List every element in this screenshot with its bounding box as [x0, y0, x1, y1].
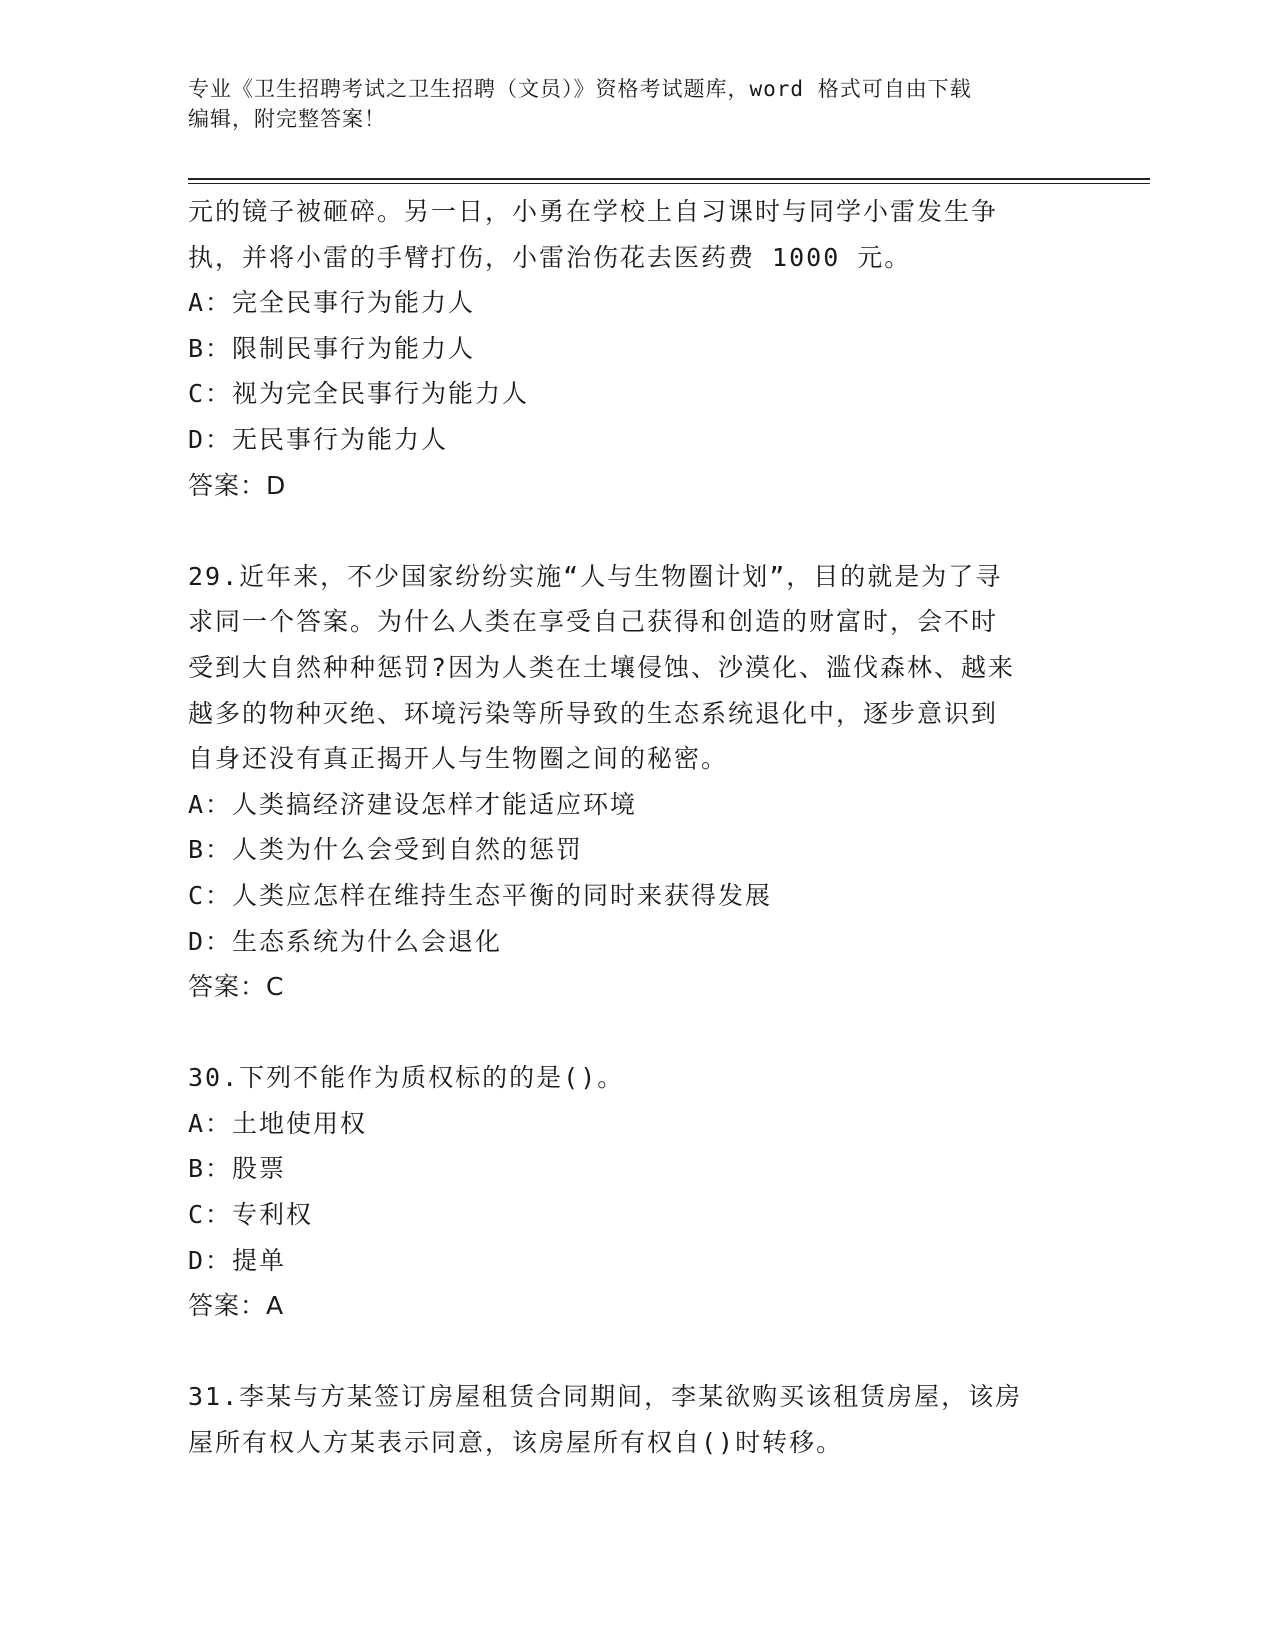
- option-a: A：土地使用权: [188, 1108, 368, 1138]
- answer-line: 答案：D: [188, 470, 287, 500]
- option-c: C：专利权: [188, 1200, 314, 1230]
- question-31: [188, 1374, 1088, 1465]
- option-b: B：限制民事行为能力人: [188, 333, 476, 363]
- question-stem-line: 自身还没有真正揭开人与生物圈之间的秘密。: [188, 744, 729, 774]
- question-stem-line: 30.下列不能作为质权标的的是()。: [188, 1063, 625, 1093]
- question-30: [188, 1055, 1088, 1329]
- question-stem-line: 31.李某与方某签订房屋租赁合同期间，李某欲购买该租赁房屋，该房: [188, 1382, 1023, 1412]
- option-a: A：完全民事行为能力人: [188, 288, 476, 318]
- document-body: [188, 189, 1088, 1466]
- question-stem-line: 29.近年来，不少国家纷纷实施“人与生物圈计划”，目的就是为了寻: [188, 561, 1003, 591]
- option-d: D：提单: [188, 1245, 287, 1275]
- question-stem-line: 元的镜子被砸碎。另一日，小勇在学校上自习课时与同学小雷发生争: [188, 197, 999, 226]
- question-stem-line: 求同一个答案。为什么人类在享受自己获得和创造的财富时，会不时: [188, 607, 999, 637]
- option-c: C：视为完全民事行为能力人: [188, 379, 530, 409]
- question-spacer: [188, 1329, 1088, 1375]
- header-line-2: 编辑，附完整答案！: [188, 107, 386, 131]
- option-d: D：生态系统为什么会退化: [188, 926, 503, 956]
- header-rule-thick: [188, 178, 1150, 180]
- header-rule-thin: [188, 183, 1150, 184]
- option-b: B：股票: [188, 1154, 287, 1184]
- question-28: [188, 189, 1088, 508]
- option-d: D：无民事行为能力人: [188, 424, 449, 454]
- answer-line: 答案：A: [188, 1291, 285, 1321]
- question-stem-line: 越多的物种灭绝、环境污染等所导致的生态系统退化中，逐步意识到: [188, 698, 999, 728]
- answer-line: 答案：C: [188, 972, 285, 1002]
- question-stem-line: 执，并将小雷的手臂打伤，小雷治伤花去医药费 1000 元。: [188, 242, 912, 272]
- header-line-1: 专业《卫生招聘考试之卫生招聘（文员）》资格考试题库，word 格式可自由下载: [188, 77, 972, 101]
- question-spacer: [188, 1010, 1088, 1056]
- question-stem-line: 屋所有权人方某表示同意，该房屋所有权自()时转移。: [188, 1428, 844, 1458]
- option-a: A：人类搞经济建设怎样才能适应环境: [188, 789, 638, 819]
- question-stem-line: 受到大自然种种惩罚?因为人类在土壤侵蚀、沙漠化、滥伐森林、越来: [188, 652, 1016, 682]
- option-b: B：人类为什么会受到自然的惩罚: [188, 835, 584, 865]
- option-c: C：人类应怎样在维持生态平衡的同时来获得发展: [188, 880, 773, 910]
- document-header: [188, 74, 1068, 134]
- question-29: [188, 554, 1088, 1010]
- question-spacer: [188, 508, 1088, 554]
